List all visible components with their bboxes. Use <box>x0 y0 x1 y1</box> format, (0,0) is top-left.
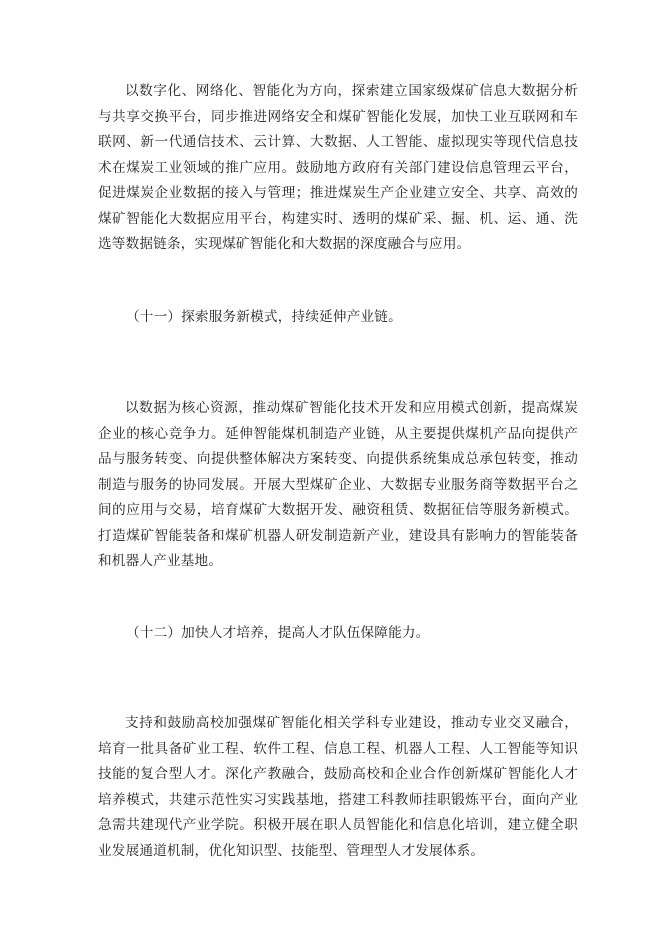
body-paragraph: 以数字化、网络化、智能化为方向，探索建立国家级煤矿信息大数据分析与共享交换平台，同步推进网络安全和煤矿智能化发展，加快工业互联网和车联网、新一代通信技术、云计算、大数据、人工智能、虚拟现实等现代信息技术在煤炭工业领域的推广应用。鼓励地方政府有关部门建设信息管理云平台，促进煤炭企业数据的接入与管理；推进煤炭生产企业建立安全、共享、高效的煤矿智能化大数据应用平台，构建实时、透明的煤矿采、掘、机、运、通、洗选等数据链条，实现煤矿智能化和大数据的深度融合与应用。 <box>98 83 578 252</box>
body-paragraph: 支持和鼓励高校加强煤矿智能化相关学科专业建设，推动专业交叉融合，培育一批具备矿业工程、软件工程、信息工程、机器人工程、人工智能等知识技能的复合型人才。深化产教融合，鼓励高校和企业合作创新煤矿智能化人才培养模式，共建示范性实习实践基地，搭建工科教师挂职锻炼平台，面向产业急需共建现代产业学院。积极开展在职人员智能化和信息化培训，建立健全职业发展通道机制，优化知识型、技能型、管理型人才发展体系。 <box>98 715 578 859</box>
body-paragraph: 以数据为核心资源，推动煤矿智能化技术开发和应用模式创新，提高煤炭企业的核心竞争力。延伸智能煤机制造产业链，从主要提供煤机产品向提供产品与服务转变、向提供整体解决方案转变、向提供系统集成总承包转变，推动制造与服务的协同发展。开展大型煤矿企业、大数据专业服务商等数据平台之间的应用与交易，培育煤矿大数据开发、融资租赁、数据征信等服务新模式。打造煤矿智能装备和煤矿机器人研发制造新产业，建设具有影响力的智能装备和机器人产业基地。 <box>98 400 578 569</box>
section-heading-12: （十二）加快人才培养，提高人才队伍保障能力。 <box>126 625 430 641</box>
section-heading-11: （十一）探索服务新模式，持续延伸产业链。 <box>126 309 402 325</box>
